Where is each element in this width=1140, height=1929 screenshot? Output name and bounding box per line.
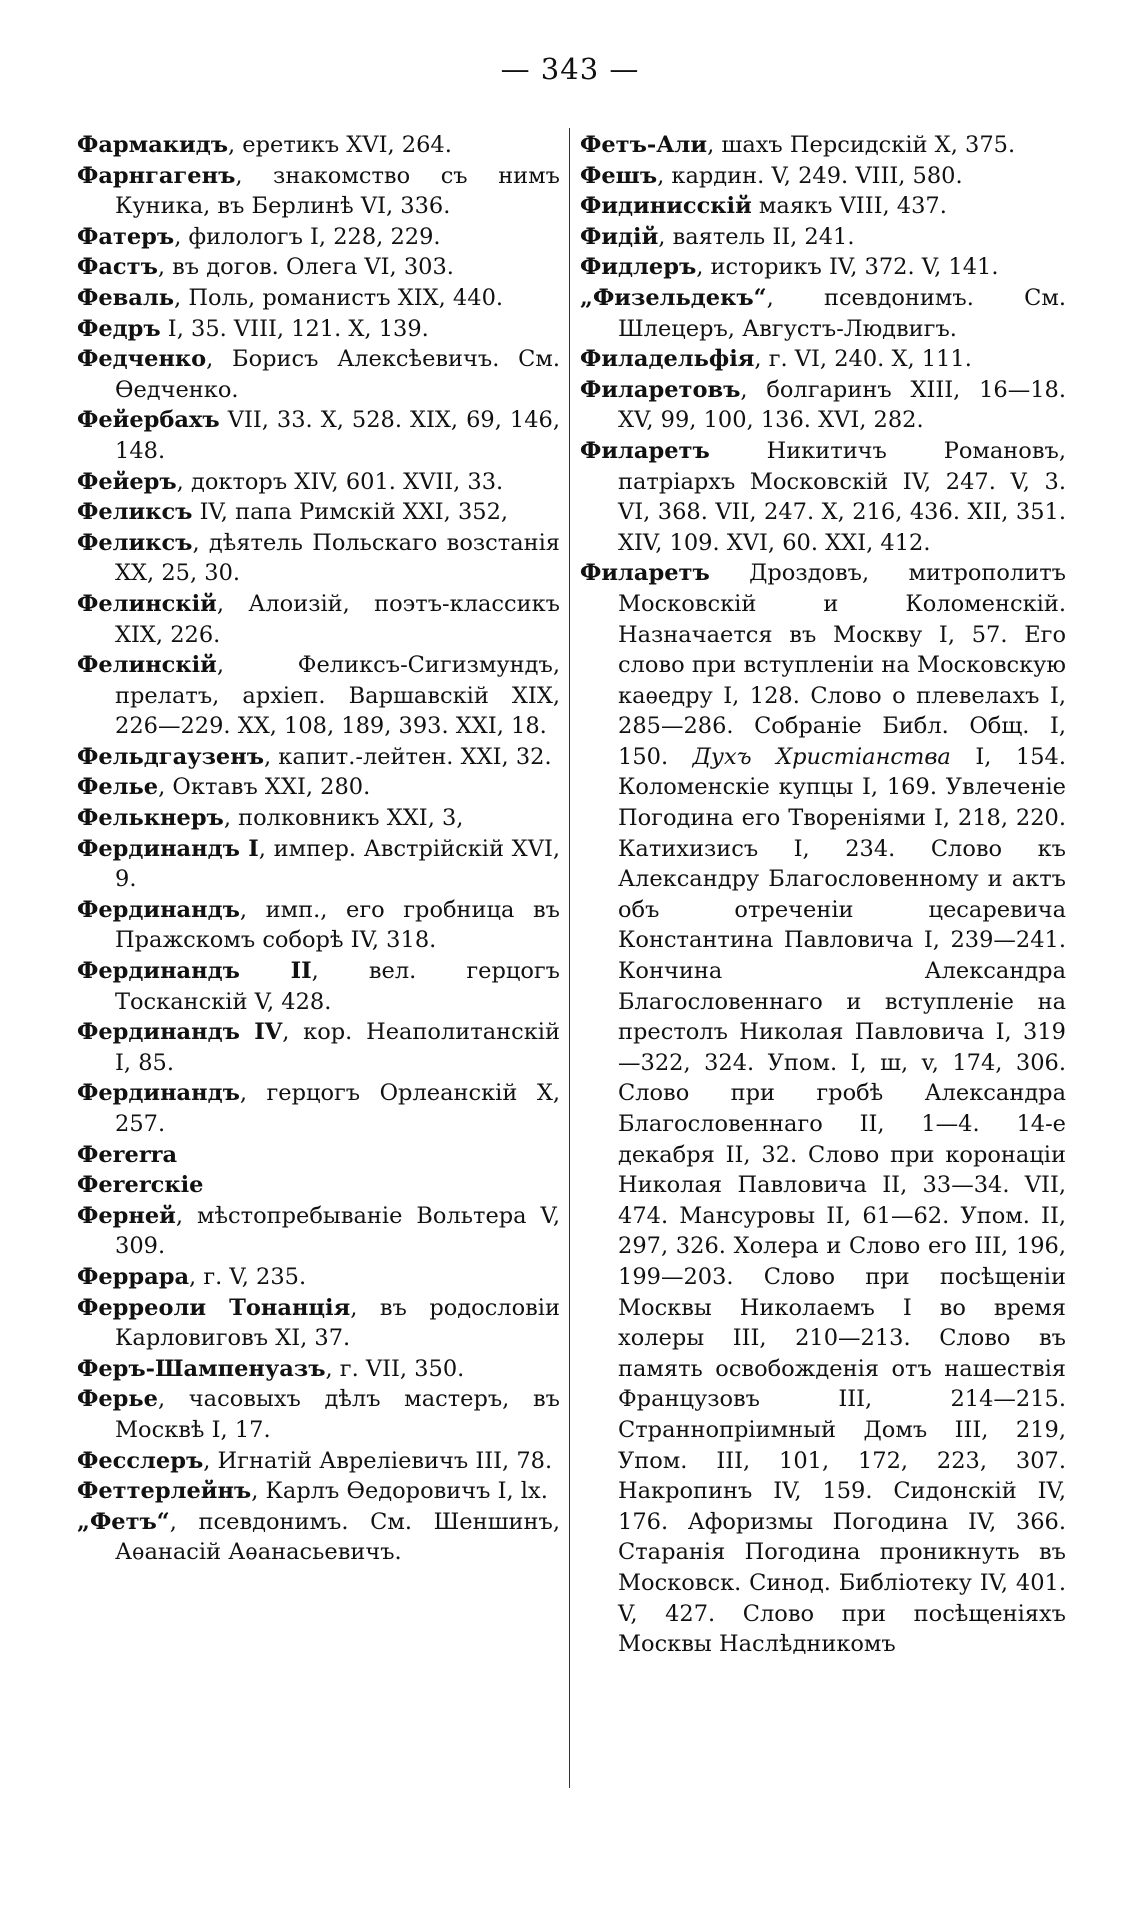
entry-head: Ферье [77,1386,158,1413]
index-entry [77,405,560,466]
entry-text: , г. VII, 350. [325,1355,465,1382]
entry-text: , псевдонимъ. См. Шеншинъ, Аѳанасій Аѳанасьевичъ. [115,1508,560,1566]
entry-head: Ферреоли Тонанція [77,1294,351,1321]
index-entry [77,589,560,650]
entry-text: , еретикъ XVI, 264. [227,132,452,158]
index-column-right [580,130,1066,1660]
entry-head: Фетъ-Али [580,132,708,158]
index-entry [77,1446,560,1477]
entry-text: Дроздовъ, митрополитъ Московскій и Коломенскій. Назначается въ Москву I, 57. Его слово при вступленіи на Московскую каѳедру I, 128. Слово о плевелахъ I, 285—286. Собраніе Библ. Общ. I, 150. [618,560,1066,770]
entry-head: Феваль [77,284,175,311]
entry-head: Филаретъ [580,560,710,587]
index-entry [77,222,560,253]
entry-head: Фердинандъ IV [77,1019,283,1046]
entry-text: , Октавъ XXI, 280. [158,774,371,801]
index-entry [77,803,560,834]
entry-head: Феттерлейнъ [77,1478,252,1505]
index-entry [580,161,1066,192]
index-entry [77,650,560,742]
index-entry-filaret-drozdov [580,558,1066,1659]
entry-head: Феликсъ [77,529,193,556]
entry-text: , капит.-лейтен. XXI, 32. [263,743,552,770]
entry-text: , часовыхъ дѣлъ мастеръ, въ Москвѣ I, 17. [115,1386,560,1443]
entry-text: , Поль, романистъ XIX, 440. [174,284,504,311]
index-entry [580,252,1066,283]
index-entry [77,742,560,773]
index-entry [77,1262,560,1293]
entry-text: , кор. Неаполитанскій I, 85. [115,1019,560,1076]
index-entry [77,1476,560,1507]
entry-head: Фидій [580,223,659,250]
index-entry [580,283,1066,344]
index-entry [77,497,560,528]
entry-text: , историкъ IV, 372. V, 141. [696,254,999,281]
entry-text: , мѣстопребываніе Вольтера V, 309. [115,1202,560,1260]
index-entry [77,528,560,589]
entry-head: Фелинскій [77,590,217,617]
entry-text: , кардин. V, 249. VIII, 580. [657,162,963,189]
index-entry [77,314,560,345]
entry-head: Фешъ [580,162,658,189]
entry-italic-title: Духъ Христіанства [692,743,951,770]
entry-text: I, 35. VIII, 121. X, 139. [160,315,429,342]
index-entry [77,344,560,405]
index-entry [580,375,1066,436]
entry-text: , полковникъ XXI, 3, [223,805,464,832]
index-entry [77,1384,560,1445]
entry-head: Фесслеръ [77,1447,204,1474]
entry-text: , дѣятель Польскаго возстанія XX, 25, 30. [115,529,560,587]
entry-head: Фармакидъ [77,132,228,158]
entry-text: , знакомство съ нимъ Куника, въ Берлинѣ VI, 336. [115,162,560,220]
index-entry [77,161,560,222]
entry-text: , импер. Австрійскій XVI, 9. [115,835,560,893]
entry-head: Федченко [77,346,207,373]
entry-head: Фарнгагенъ [77,162,236,189]
entry-head: Фастъ [77,254,158,281]
entry-head: Феликсъ [77,499,193,526]
entry-head: Ферней [77,1202,176,1229]
entry-head: Филаретовъ [580,376,741,403]
entry-head: Филаретъ [580,437,710,464]
entry-text: , филологъ I, 228, 229. [174,223,441,250]
entry-text: , г. V, 235. [189,1263,307,1290]
column-divider [569,128,570,1788]
entry-text: , Борисъ Алексѣевичъ. См. Ѳедченко. [115,346,560,403]
entry-head: Фердинандъ [77,1080,240,1107]
entry-head: Фидинисскій [580,193,752,220]
entry-head: Фердинандъ II [77,958,312,985]
entry-head: Федръ [77,315,161,342]
entry-text: , докторъ XIV, 601. XVII, 33. [176,468,504,495]
index-entry [77,772,560,803]
index-entry [77,252,560,283]
entry-head: „Фетъ“ [77,1508,170,1535]
entry-text: , Карлъ Ѳедоровичъ I, lx. [251,1478,548,1505]
entry-head: Фидлеръ [580,254,697,281]
entry-text: , въ родословіи Карловиговъ XI, 37. [115,1294,560,1352]
entry-text: , Феликсъ-Сигизмундъ, прелатъ, архіеп. Варшавскій XIX, 226—229. XX, 108, 189, 393. XXI, 18. [115,652,560,740]
index-entry [77,283,560,314]
index-entry [77,130,560,161]
entry-head: Фатеръ [77,223,175,250]
entry-text: , ваятель II, 241. [658,223,855,250]
index-entry [77,1017,560,1078]
entry-text: VII, 33. X, 528. XIX, 69, 146, 148. [115,407,560,464]
index-entry [77,956,560,1017]
index-entry [77,1507,560,1568]
entry-text: , шахъ Персидскій X, 375. [707,132,1016,158]
entry-text: , вел. герцогъ Тосканскій V, 428. [115,958,560,1015]
index-entry [77,834,560,895]
entry-text: , въ догов. Олега VI, 303. [157,254,454,281]
entry-head: Фельдгаузенъ [77,743,264,770]
index-entry [77,1354,560,1385]
entry-head: „Физельдекъ“ [580,284,767,311]
index-entry [77,467,560,498]
entry-head: Фердинандъ [77,896,240,923]
index-entry [580,344,1066,375]
entry-text: маякъ VIII, 437. [751,193,947,220]
entry-text: Никитичъ Романовъ, патріархъ Московскій IV, 247. V, 3. VI, 368. VII, 247. X, 216, 436. XII, 351. XIV, 109. XVI, 60. XXI, 412. [618,437,1066,556]
entry-head: Фелье [77,774,159,801]
index-entry [77,1201,560,1262]
entry-head: Филадельфія [580,346,755,373]
entry-head: Фейербахъ [77,407,220,434]
entry-head: Феррара [77,1263,190,1290]
entry-text: , Алоизій, поэтъ-классикъ XIX, 226. [115,590,560,648]
index-entry [580,222,1066,253]
index-entry [77,895,560,956]
entry-head: Фейеръ [77,468,177,495]
index-entry [77,1140,560,1171]
index-column-left [77,130,560,1568]
entry-text: , г. VI, 240. X, 111. [754,346,972,373]
entry-text: , псевдонимъ. См. Шлецеръ, Августъ-Людвигъ. [618,284,1066,342]
index-entry [77,1170,560,1201]
entry-head: Фелинскій [77,652,217,679]
index-entry [580,436,1066,558]
entry-head: Фелькнеръ [77,805,224,832]
entry-head: Фererскіе [77,1172,204,1199]
entry-text: I, 154. Коломенскіе купцы I, 169. Увлеченіе Погодина его Твореніями I, 218, 220. Катихизисъ I, 234. Слово къ Александру Благословенному и актъ объ отреченіи цесаревича Константина Павловича I, 239—241. Кончина Александра Благословеннаго и вступленіе на престолъ Николая Павловича I, 319—322, 324. Упом. I, ш, v, 174, 306. Слово при гробѣ Александра Благословеннаго II, 1—4. 14-е декабря II, 32. Слово при коронаціи Николая Павловича II, 33—34. VII, 474. Мансуровы II, 61—62. Упом. II, 297, 326. Холера и Слово его III, 196, 199—203. Слово при посѣщеніи Москвы Николаемъ I во время холеры III, 210—213. Слово въ память освобожденія отъ нашествія Французовъ III, 214—215. Страннопріимный Домъ III, 219, Упом. III, 101, 172, 223, 307. Накропинъ IV, 159. Сидонскій IV, 176. Афоризмы Погодина IV, 366. Старанія Погодина проникнуть въ Московск. Синод. Библіотеку IV, 401. V, 427. Слово при посѣщеніяхъ Москвы Наслѣдникомъ [618,743,1066,1658]
index-entry [77,1293,560,1354]
entry-text: , Игнатій Авреліевичъ III, 78. [203,1447,553,1474]
entry-head: Фererra [77,1141,178,1168]
entry-head: Феръ-Шампенуазъ [77,1355,326,1382]
page-number: — 343 — [500,52,640,86]
index-entry [77,1078,560,1139]
index-entry [580,130,1066,161]
entry-text: IV, папа Римскій XXI, 352, [192,499,509,526]
entry-head: Фердинандъ I [77,835,259,862]
entry-text: , герцогъ Орлеанскій X, 257. [115,1080,560,1137]
entry-text: , имп., его гробница въ Пражскомъ соборѣ IV, 318. [115,896,560,954]
index-entry [580,191,1066,222]
entry-text: , болгаринъ XIII, 16—18. XV, 99, 100, 136. XVI, 282. [618,376,1066,434]
